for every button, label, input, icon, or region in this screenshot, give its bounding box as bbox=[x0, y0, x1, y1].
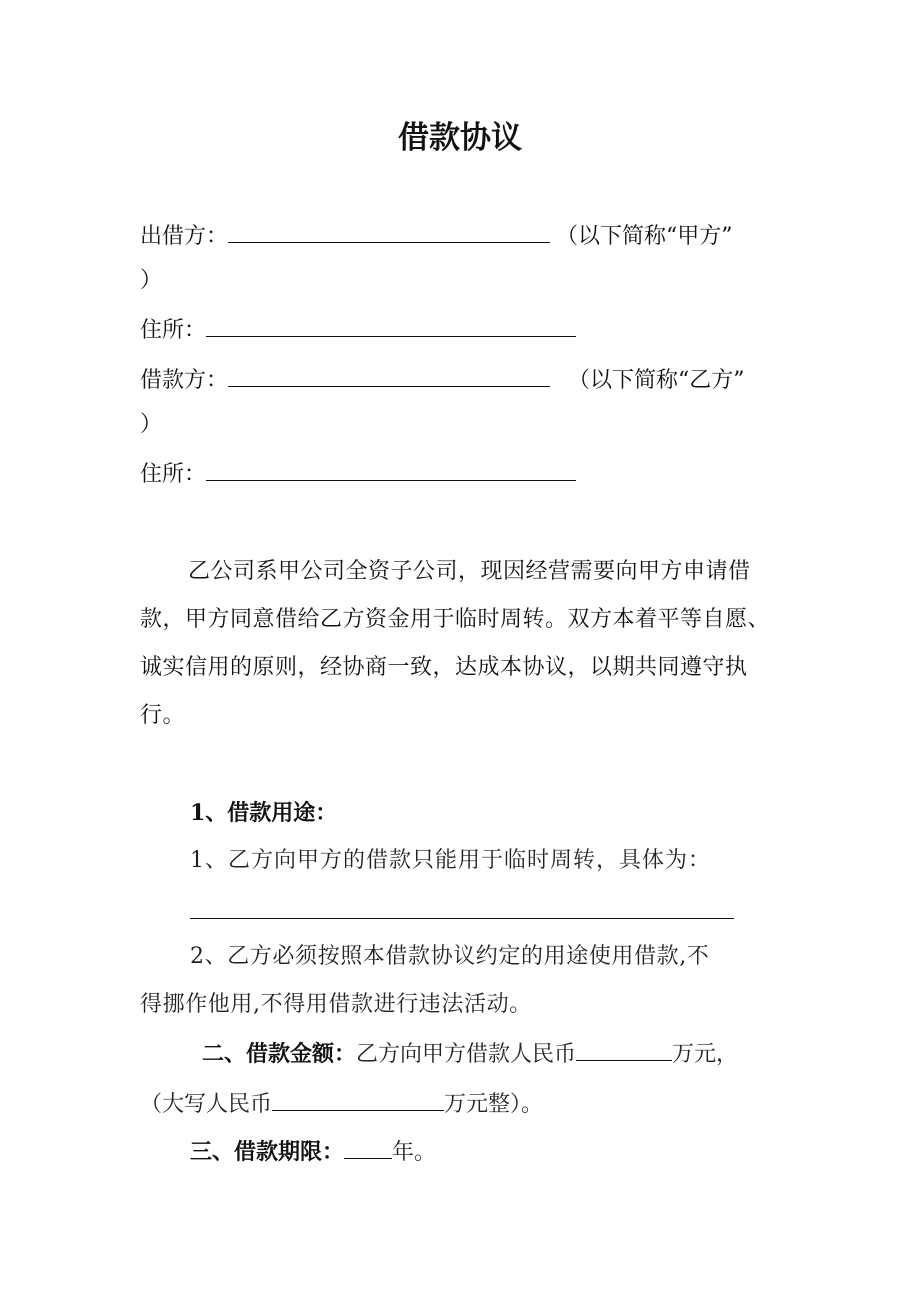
section2-line2 bbox=[140, 1088, 543, 1120]
section2-line2-suffix: 万元整）。 bbox=[444, 1092, 544, 1117]
section2-unit: 万元， bbox=[672, 1042, 739, 1067]
amount-in-words-blank[interactable] bbox=[272, 1088, 444, 1111]
lender-address-row bbox=[140, 314, 576, 346]
section3-row bbox=[190, 1136, 436, 1168]
borrower-note: （以下简称“乙方” bbox=[568, 368, 745, 393]
borrower-label: 借款方： bbox=[140, 368, 229, 393]
borrower-close: ） bbox=[140, 412, 163, 437]
borrower-address-label: 住所： bbox=[140, 462, 207, 487]
amount-blank[interactable] bbox=[576, 1038, 672, 1061]
section2-row bbox=[202, 1038, 738, 1070]
section1-item2-line1: 2、乙方必须按照本借款协议约定的用途使用借款,不 bbox=[190, 944, 710, 969]
borrower-row bbox=[140, 364, 745, 396]
section2-line2-prefix: （大写人民币 bbox=[140, 1092, 273, 1117]
section2-text: 乙方向甲方借款人民币 bbox=[356, 1042, 577, 1067]
section3-heading: 三、借款期限： bbox=[190, 1139, 345, 1165]
section3-suffix: 年。 bbox=[392, 1140, 437, 1165]
document-title: 借款协议 bbox=[398, 120, 522, 156]
section2-heading: 二、借款金额： bbox=[202, 1041, 357, 1067]
section1-item2-line2: 得挪作他用,不得用借款进行违法活动。 bbox=[140, 992, 532, 1017]
borrower-address-row bbox=[140, 458, 576, 490]
lender-note: （以下简称“甲方” bbox=[556, 224, 733, 249]
section1-heading: 1、借款用途： bbox=[190, 800, 338, 826]
borrower-name-blank[interactable] bbox=[228, 364, 550, 387]
borrower-address-blank[interactable] bbox=[206, 458, 576, 481]
lender-name-blank[interactable] bbox=[228, 220, 550, 243]
lender-address-blank[interactable] bbox=[206, 314, 576, 337]
lender-label: 出借方： bbox=[140, 224, 229, 249]
term-years-blank[interactable] bbox=[344, 1136, 392, 1159]
section1-item1: 1、乙方向甲方的借款只能用于临时周转，具体为： bbox=[190, 848, 711, 873]
lender-row bbox=[140, 220, 733, 252]
preamble-paragraph: 乙公司系甲公司全资子公司，现因经营需要向甲方申请借款，甲方同意借给乙方资金用于临时周转。双方本着平等自愿、诚实信用的原则，经协商一致，达成本协议，以期共同遵守执行。 bbox=[140, 559, 771, 728]
lender-close: ） bbox=[140, 268, 163, 293]
lender-address-label: 住所： bbox=[140, 318, 207, 343]
usage-detail-blank[interactable] bbox=[190, 918, 734, 919]
